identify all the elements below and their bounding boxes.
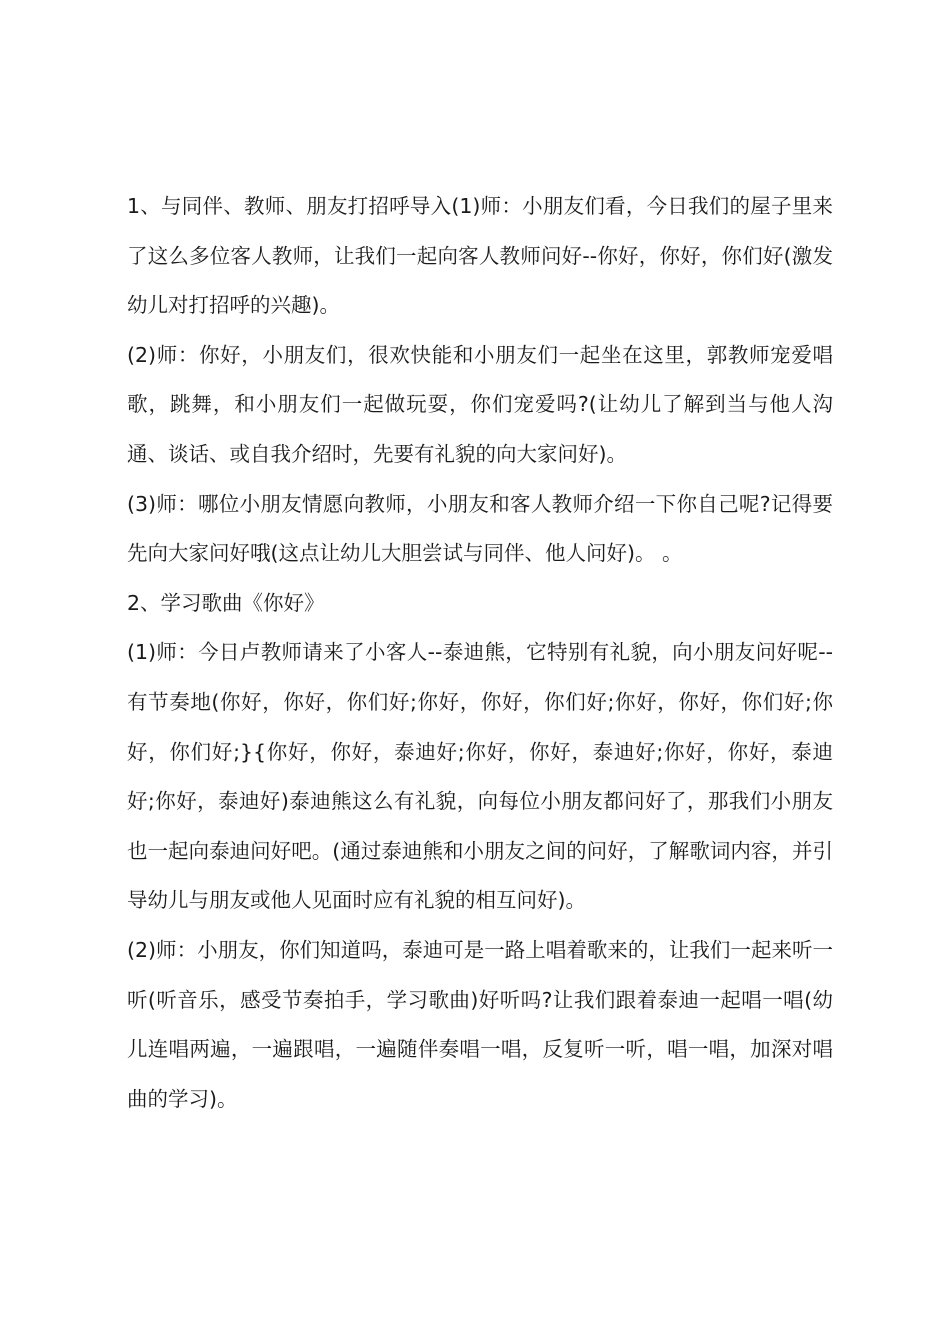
paragraph-teddy-bear: (1)师：今日卢教师请来了小客人--泰迪熊，它特别有礼貌，向小朋友问好呢--有节奏地(你好，你好，你们好;你好，你好，你们好;你好，你好，你们好;你好，你们好;}{你好，你好，泰迪好;你好，你好，泰迪好;你好，你好，泰迪好;你好，泰迪好)泰迪熊这么有礼貌，向每位小朋友都问好了，那我们小朋友也一起向泰迪问好吧。(通过泰迪熊和小朋友之间的问好，了解歌词内容，并引导幼儿与朋友或他人见面时应有礼貌的相互问好)。 [127,640,833,913]
document-body [127,182,833,1124]
paragraph-sing-along: (2)师：小朋友，你们知道吗，泰迪可是一路上唱着歌来的，让我们一起来听一听(听音乐，感受节奏拍手，学习歌曲)好听吗?让我们跟着泰迪一起唱一唱(幼儿连唱两遍，一遍跟唱，一遍随伴奏唱一唱，反复听一听，唱一唱，加深对唱曲的学习)。 [127,937,833,1111]
section-heading-learn-song: 2、学习歌曲《你好》 [127,590,325,615]
paragraph-intro-greeting: 1、与同伴、教师、朋友打招呼导入(1)师：小朋友们看，今日我们的屋子里来了这么多位客人教师，让我们一起向客人教师问好--你好，你好，你们好(激发幼儿对打招呼的兴趣)。 [127,194,833,318]
paragraph-self-introduction: (3)师：哪位小朋友情愿向教师，小朋友和客人教师介绍一下你自己呢?记得要先向大家问好哦(这点让幼儿大胆尝试与同伴、他人问好)。 。 [127,491,833,566]
paragraph-teacher-greeting: (2)师：你好，小朋友们，很欢快能和小朋友们一起坐在这里，郭教师宠爱唱歌，跳舞，和小朋友们一起做玩耍，你们宠爱吗?(让幼儿了解到当与他人沟通、谈话、或自我介绍时，先要有礼貌的向大家问好)。 [127,342,833,466]
